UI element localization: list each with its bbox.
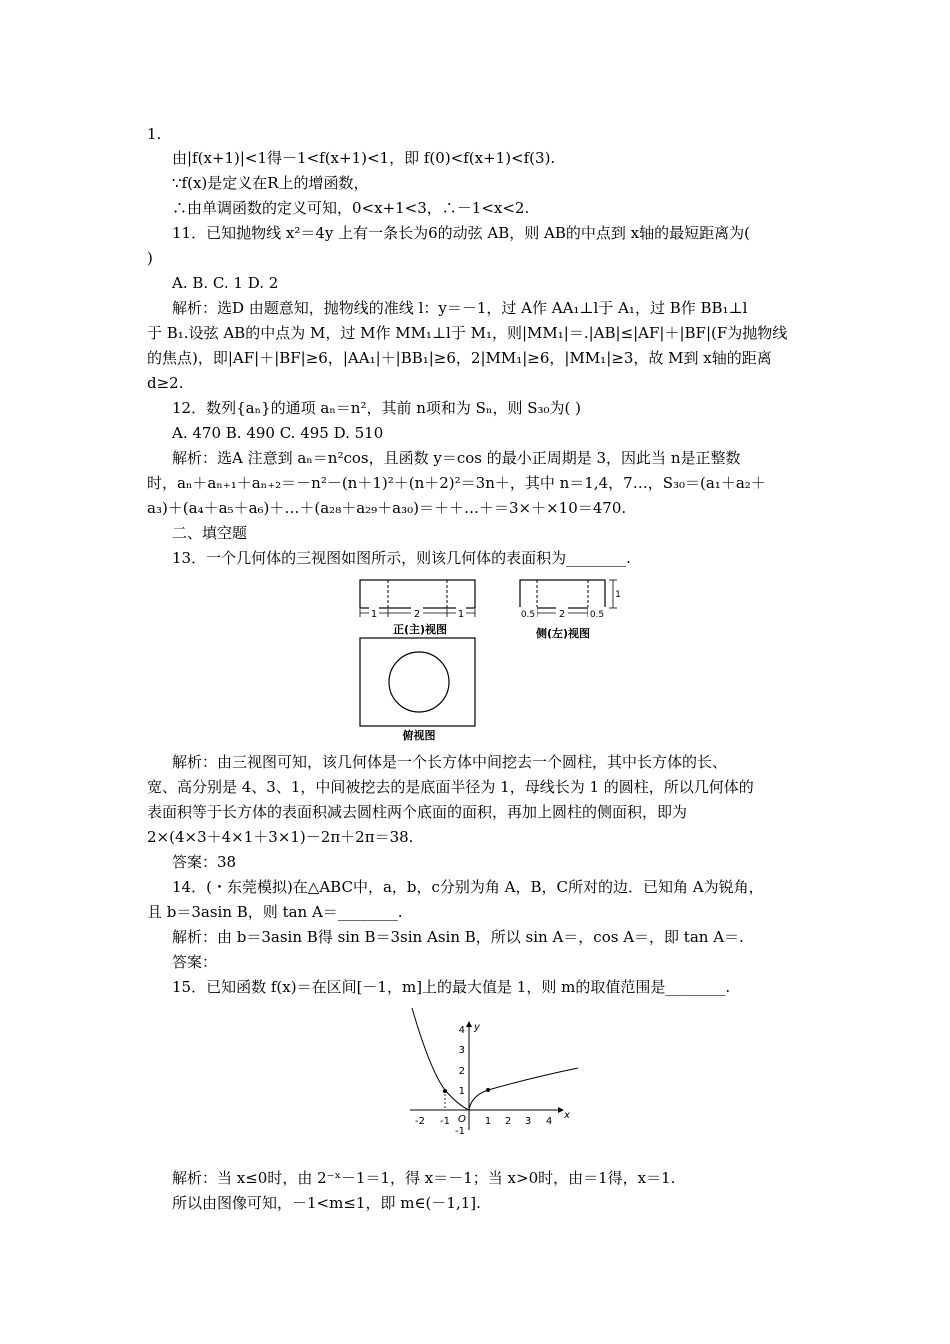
text-line: 且 b＝3asin B，则 tan A＝________. <box>147 903 403 921</box>
function-graph <box>400 1000 590 1135</box>
y-tick: -1 <box>455 1126 465 1135</box>
front-view <box>360 580 475 636</box>
point-neg1-1 <box>443 1089 447 1093</box>
x-tick: 1 <box>484 1116 492 1127</box>
side-dim-left: 0.5 <box>520 610 536 620</box>
x-tick: 3 <box>524 1116 532 1127</box>
x-tick: 2 <box>504 1116 512 1127</box>
y-tick: 4 <box>458 1025 465 1036</box>
section-heading: 二、填空题 <box>172 524 248 542</box>
text-line: ∴由单调函数的定义可知，0<x+1<3，∴－1<x<2. <box>172 199 530 217</box>
side-dim-height: 1 <box>615 590 621 600</box>
answer-13: 答案：38 <box>172 853 237 871</box>
y-tick: 1 <box>458 1086 465 1097</box>
x-tick: 4 <box>545 1116 553 1127</box>
top-view-label: 俯视图 <box>402 729 436 742</box>
solution-15: 解析：当 x≤0时，由 2⁻ˣ－1＝1，得 x＝－1；当 x>0时，由＝1得，x＝1. <box>172 1169 676 1187</box>
text-line: 时，aₙ＋aₙ₊₁＋aₙ₊₂＝－n²－(n＋1)²＋(n＋2)²＝3n＋，其中 n＝1,4，7…，S₃₀＝(a₁＋a₂＋ <box>147 474 766 492</box>
options-11: A. B. C. 1 D. 2 <box>172 274 279 292</box>
solution-12: 解析：选A 注意到 aₙ＝n²cos，且函数 y＝cos 的最小正周期是 3，因此当 n是正整数 <box>172 449 741 467</box>
curve-sqrt <box>469 1068 578 1110</box>
solution-11: 解析：选D 由题意知，抛物线的准线 l：y＝－1，过 A作 AA₁⊥l于 A₁，过 B作 BB₁⊥l <box>172 299 748 317</box>
text-line: 1. <box>147 125 162 143</box>
origin-label: O <box>458 1114 466 1125</box>
text-line: a₃)＋(a₄＋a₅＋a₆)＋…＋(a₂₈＋a₂₉＋a₃₀)＝＋＋…＋＝3×＋×10＝470. <box>147 499 627 517</box>
front-dim-left: 1 <box>370 609 378 620</box>
side-view-label: 侧(左)视图 <box>535 627 591 640</box>
question-12: 12．数列{aₙ}的通项 aₙ＝n²，其前 n项和为 Sₙ，则 S₃₀为( ) <box>172 399 581 417</box>
front-dim-right: 1 <box>457 609 465 620</box>
answer-14: 答案： <box>172 953 218 971</box>
text-line: 2×(4×3＋4×1＋3×1)－2π＋2π＝38. <box>147 828 414 846</box>
text-line: d≥2. <box>147 374 184 392</box>
top-view <box>360 638 475 742</box>
y-tick: 2 <box>458 1066 465 1077</box>
text-line: 表面积等于长方体的表面积减去圆柱两个底面的面积，再加上圆柱的侧面积，即为 <box>147 803 688 821</box>
text-line: ) <box>147 249 153 267</box>
front-view-label: 正(主)视图 <box>392 623 448 636</box>
side-dim-middle: 2 <box>558 609 566 620</box>
question-13: 13．一个几何体的三视图如图所示，则该几何体的表面积为________. <box>172 549 631 567</box>
question-11: 11．已知抛物线 x²＝4y 上有一条长为6的动弦 AB，则 AB的中点到 x轴的最短距离为( <box>172 224 750 242</box>
question-14: 14．(・东莞模拟)在△ABC中，a，b，c分别为角 A，B，C所对的边．已知角 A为锐角， <box>172 878 764 896</box>
front-dim-middle: 2 <box>413 609 421 620</box>
solution-13: 解析：由三视图可知，该几何体是一个长方体中间挖去一个圆柱，其中长方体的长、 <box>172 753 728 771</box>
y-tick: 3 <box>458 1045 465 1056</box>
conclusion-15: 所以由图像可知，－1<m≤1，即 m∈(－1,1]. <box>172 1194 481 1212</box>
text-line: 于 B₁.设弦 AB的中点为 M，过 M作 MM₁⊥l于 M₁，则|MM₁|＝.|AB|≤|AF|＋|BF|(F为抛物线 <box>147 324 788 342</box>
x-tick: -1 <box>440 1116 450 1127</box>
options-12: A. 470 B. 490 C. 495 D. 510 <box>172 424 384 442</box>
x-axis-label: x <box>564 1110 570 1121</box>
y-axis-label: y <box>474 1022 480 1033</box>
side-dim-right: 0.5 <box>589 610 605 620</box>
three-view-figure <box>355 575 625 745</box>
question-15: 15．已知函数 f(x)＝在区间[－1，m]上的最大值是 1，则 m的取值范围是________. <box>172 978 731 996</box>
text-line: 由|f(x+1)|<1得－1<f(x+1)<1，即 f(0)<f(x+1)<f(3). <box>172 149 556 167</box>
side-view <box>519 580 621 640</box>
text-line: 的焦点)，即|AF|＋|BF|≥6，|AA₁|＋|BB₁|≥6，2|MM₁|≥6，|MM₁|≥3，故 M到 x轴的距离 <box>147 349 772 367</box>
text-line: 宽、高分别是 4、3、1，中间被挖去的是底面半径为 1，母线长为 1 的圆柱，所以几何体的 <box>147 778 754 796</box>
x-tick: -2 <box>415 1116 425 1127</box>
solution-14: 解析：由 b＝3asin B得 sin B＝3sin Asin B，所以 sin A＝，cos A＝，即 tan A＝. <box>172 928 744 946</box>
point-1-1 <box>486 1088 490 1092</box>
text-line: ∵f(x)是定义在R上的增函数， <box>172 174 369 192</box>
